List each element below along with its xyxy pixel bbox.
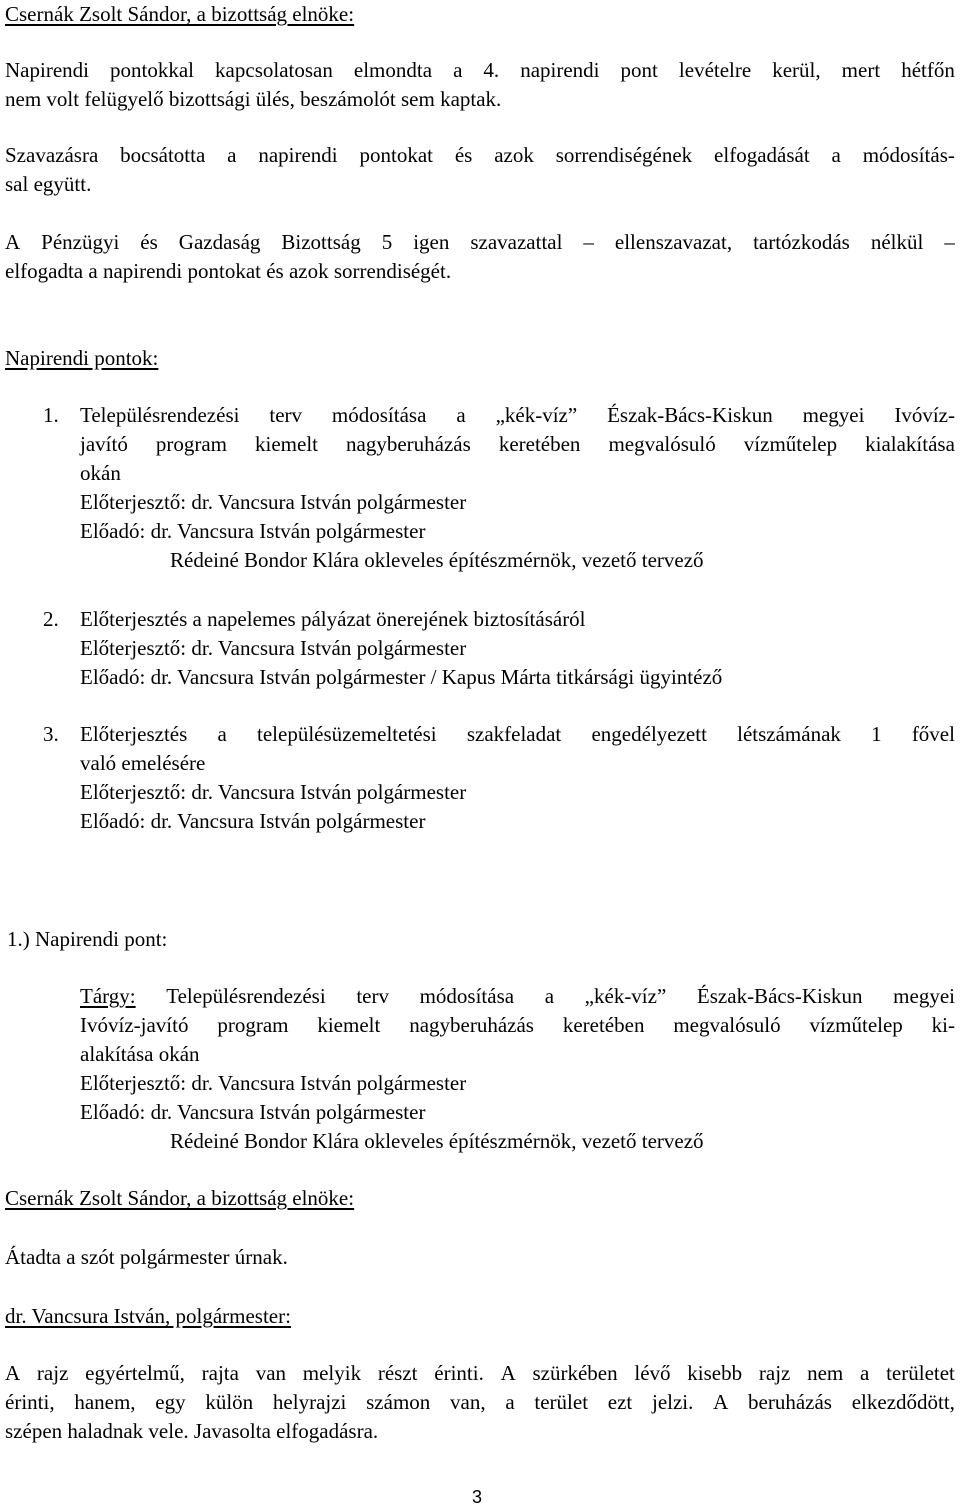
word: A (5, 230, 21, 254)
agenda-item-speaker: Előadó: dr. Vancsura István polgármester (80, 519, 426, 543)
agenda-heading: Napirendi pontok: (5, 346, 159, 370)
word: szavazattal (470, 230, 563, 254)
agenda-item-presenter: Előterjesztő: dr. Vancsura István polgármester (80, 490, 467, 514)
subject-extra: Rédeiné Bondor Klára okleveles építészmérnök, vezető tervező (170, 1129, 704, 1153)
word: bocsátotta (120, 143, 206, 167)
paragraph-line (5, 141, 955, 170)
word: tartózkodás (753, 230, 850, 254)
word: részt (377, 1361, 418, 1385)
agenda-item-number: 2. (43, 607, 59, 631)
word: Észak-Bács-Kiskun (696, 984, 863, 1008)
word: terv (356, 984, 389, 1008)
agenda-item-extra: Rédeiné Bondor Klára okleveles építészmérnök, vezető tervező (170, 548, 704, 572)
agenda-item-speaker: Előadó: dr. Vancsura István polgármester / Kapus Márta titkársági ügyintéző (80, 665, 723, 689)
agenda-item-line: való emelésére (80, 751, 206, 775)
agenda-item-speaker: Előadó: dr. Vancsura István polgármester (80, 809, 426, 833)
page-number: 3 (472, 1487, 483, 1507)
word: rajta (201, 1361, 239, 1385)
word: kiemelt (255, 432, 318, 456)
word: a (831, 143, 841, 167)
word: vízműtelep (743, 432, 838, 456)
speaker-heading-1: Csernák Zsolt Sándor, a bizottság elnöke: (5, 2, 355, 26)
word: pontokat (359, 143, 433, 167)
word: mert (841, 58, 881, 82)
word: megyei (893, 984, 955, 1008)
word: terv (269, 403, 303, 427)
subject-line-first (80, 982, 955, 1011)
word: igen (413, 230, 450, 254)
word: pont (620, 58, 658, 82)
word: hétfőn (901, 58, 955, 82)
word: ellenszavazat, (614, 230, 733, 254)
subject-presenter: Előterjesztő: dr. Vancsura István polgármester (80, 1071, 467, 1095)
word: helyrajzi (272, 1390, 347, 1414)
paragraph-line: nem volt felügyelő bizottsági ülés, beszámolót sem kaptak. (5, 87, 502, 111)
word: program (217, 1013, 289, 1037)
word: levételre (678, 58, 752, 82)
word: Településrendezési (166, 984, 326, 1008)
word: napirendi (258, 143, 338, 167)
word: megyei (802, 403, 865, 427)
word: elfogadását (714, 143, 810, 167)
word: nagyberuházás (409, 1013, 534, 1037)
word: kialakítása (865, 432, 955, 456)
word: van, (450, 1390, 486, 1414)
word: – (583, 230, 594, 254)
word: 1 (871, 722, 882, 746)
word: beruházás (748, 1390, 832, 1414)
paragraph-line (5, 1388, 955, 1417)
word: külön (205, 1390, 254, 1414)
word: napirendi (520, 58, 600, 82)
word: „kék-víz” (584, 984, 667, 1008)
word: nélkül (870, 230, 924, 254)
agenda-item-presenter: Előterjesztő: dr. Vancsura István polgármester (80, 636, 467, 660)
paragraph-line: szépen haladnak vele. Javasolta elfogadásra. (5, 1419, 379, 1443)
word: melyik (302, 1361, 362, 1385)
word: településüzemeltetési (257, 722, 437, 746)
word: Ivóvíz-javító (80, 1013, 189, 1037)
paragraph-line (5, 228, 955, 257)
subject-label: Tárgy: (80, 984, 136, 1008)
word: módosítása (331, 403, 427, 427)
word: egyértelmű, (85, 1361, 185, 1385)
word: ki- (931, 1013, 955, 1037)
agenda-item-number: 3. (43, 722, 59, 746)
word: ezt (607, 1390, 633, 1414)
word: érinti. (434, 1361, 484, 1385)
paragraph-line (5, 1359, 955, 1388)
word: területet (886, 1361, 955, 1385)
word: fővel (911, 722, 955, 746)
word: Pénzügyi (41, 230, 120, 254)
word: sorrendiségének (555, 143, 693, 167)
word: a (544, 984, 555, 1008)
word: elmondta (353, 58, 433, 82)
word: javító (80, 432, 128, 456)
word: Előterjesztés (80, 722, 188, 746)
word: és (140, 230, 158, 254)
agenda-item-number: 1. (43, 403, 59, 427)
word: rajz (758, 1361, 791, 1385)
agenda-item-presenter: Előterjesztő: dr. Vancsura István polgármester (80, 780, 467, 804)
paragraph-line: sal együtt. (5, 172, 92, 196)
word: Bizottság (281, 230, 361, 254)
word: módosítása (419, 984, 515, 1008)
word: Gazdaság (178, 230, 261, 254)
subject-line: alakítása okán (80, 1042, 200, 1066)
word: A (5, 1361, 21, 1385)
word: Településrendezési (80, 403, 240, 427)
agenda-item-line (80, 720, 955, 749)
word: Ivóvíz- (894, 403, 955, 427)
agenda-item-line: Előterjesztés a napelemes pályázat önerejének biztosításáról (80, 607, 586, 631)
word: elkezdődött, (851, 1390, 955, 1414)
word: Észak-Bács-Kiskun (607, 403, 773, 427)
word: 5 (381, 230, 393, 254)
word: nem (807, 1361, 844, 1385)
word: terület (534, 1390, 589, 1414)
paragraph-line: elfogadta a napirendi pontokat és azok sorrendiségét. (5, 259, 452, 283)
agenda-item-line: okán (80, 461, 121, 485)
word: kapcsolatosan (215, 58, 333, 82)
agenda-item-line (80, 401, 955, 430)
word: megvalósuló (608, 432, 716, 456)
word: érinti, (5, 1390, 55, 1414)
word: A (713, 1390, 729, 1414)
word: „kék-víz” (495, 403, 578, 427)
speaker-heading-3: dr. Vancsura István, polgármester: (5, 1304, 291, 1328)
word: a (227, 143, 237, 167)
word: a (456, 403, 466, 427)
word: módosítás- (862, 143, 955, 167)
point-heading: 1.) Napirendi pont: (7, 927, 168, 951)
word: pontokkal (110, 58, 195, 82)
agenda-item-line (80, 430, 955, 459)
word: keretében (498, 432, 581, 456)
word: jelzi. (651, 1390, 694, 1414)
word: szürkében (532, 1361, 618, 1385)
word: vízműtelep (809, 1013, 903, 1037)
word: kerül, (772, 58, 821, 82)
word: hanem, (74, 1390, 136, 1414)
word: a (217, 722, 227, 746)
word: – (944, 230, 955, 254)
word: engedélyezett (591, 722, 707, 746)
word: azok (494, 143, 534, 167)
word: kiemelt (317, 1013, 381, 1037)
subject-line (80, 1011, 955, 1040)
word: keretében (562, 1013, 645, 1037)
word: A (500, 1361, 516, 1385)
paragraph-line (5, 56, 955, 85)
word: a (860, 1361, 870, 1385)
word: nagyberuházás (346, 432, 471, 456)
word: a (505, 1390, 515, 1414)
subject-speaker: Előadó: dr. Vancsura István polgármester (80, 1100, 426, 1124)
word: van (255, 1361, 287, 1385)
word: szakfeladat (466, 722, 562, 746)
speaker-heading-2: Csernák Zsolt Sándor, a bizottság elnöke: (5, 1186, 355, 1210)
word: kisebb (687, 1361, 743, 1385)
word: program (155, 432, 227, 456)
word: lévő (634, 1361, 671, 1385)
word: 4. (483, 58, 500, 82)
word: Napirendi (5, 58, 89, 82)
paragraph-4: Átadta a szót polgármester úrnak. (5, 1245, 288, 1269)
word: Szavazásra (5, 143, 99, 167)
word: egy (155, 1390, 186, 1414)
word: létszámának (737, 722, 841, 746)
word: a (453, 58, 463, 82)
word: és (454, 143, 473, 167)
word: megvalósuló (673, 1013, 781, 1037)
word: számon (366, 1390, 431, 1414)
word: rajz (36, 1361, 69, 1385)
